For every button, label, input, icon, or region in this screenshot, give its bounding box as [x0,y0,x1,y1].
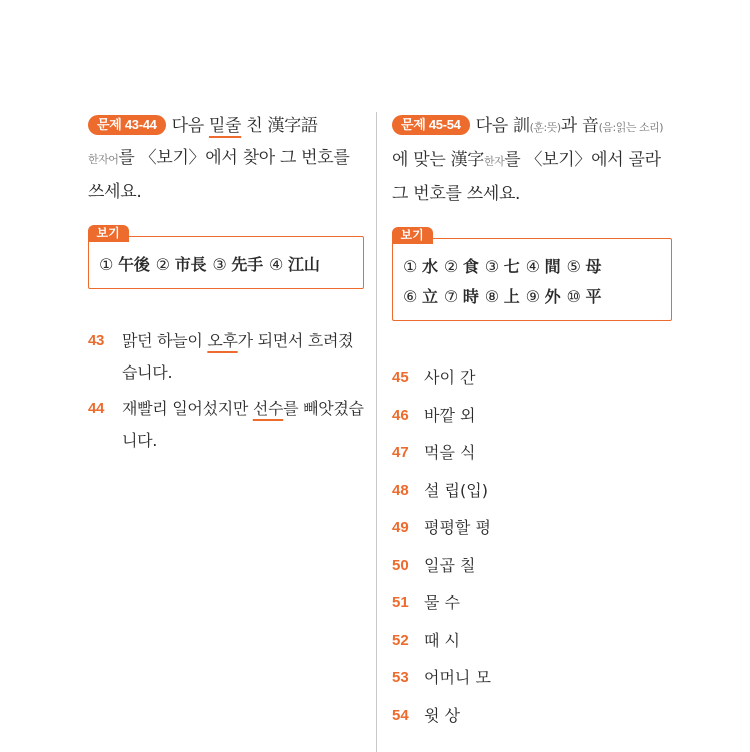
question-text: 어머니 모 [424,668,491,687]
question-number: 52 [392,631,409,649]
option-number: ④ [268,255,284,274]
option-hanja: 江山 [288,255,320,274]
question-50 [392,555,672,593]
option: ⑤ 母 [566,257,602,276]
instruction-text: 를 〈보기〉에서 찾아 그 번호를 쓰세요. [88,148,350,202]
option-hanja: 七 [503,257,520,276]
question-text: 평평할 평 [424,518,491,537]
question-text: 윗 상 [424,705,460,725]
option-hanja: 間 [544,257,561,276]
question-52 [392,630,672,668]
instruction-45-54 [392,110,672,210]
instruction-text: 과 [560,116,582,136]
question-list [88,325,364,457]
question-number: 53 [392,669,409,686]
option-hanja: 外 [544,287,561,306]
option-hanja: 水 [422,257,438,276]
instruction-reading: 한자 [483,155,505,168]
question-number: 54 [392,706,409,724]
question-number: 47 [392,444,409,461]
instruction-text: 다음 [475,116,513,136]
option: ⑥ 立 [403,287,438,306]
question-46 [392,405,672,443]
question-text: 바깥 외 [424,405,476,425]
option-hanja: 時 [462,287,479,306]
question-number: 50 [392,556,409,574]
option: ⑧ 上 [484,287,520,306]
question-48 [392,480,672,518]
option: ④ 間 [525,257,561,276]
question-49 [392,517,672,555]
option-row [403,252,663,282]
question-45 [392,367,672,405]
option: ⑨ 外 [525,287,561,306]
question-number: 48 [392,481,409,499]
question-number: 45 [392,369,409,386]
option-hanja: 平 [585,287,602,306]
option: ② 食 [443,257,479,276]
instruction-hanja: 漢字語 [267,116,318,136]
problem-badge: 문제 45-54 [392,115,470,135]
instruction-reading: 한자어 [88,153,119,166]
option-hanja: 上 [503,287,520,306]
option-hanja: 午後 [118,255,150,274]
option-hanja: 先手 [231,255,263,274]
question-text: 물 수 [424,593,460,612]
instruction-hanja: 音 [581,116,599,136]
option-hanja: 母 [585,257,602,276]
question-number: 51 [392,594,409,611]
example-box-label: 보기 [392,227,433,244]
instruction-text: 를 〈보기〉에서 골라 그 번호를 쓰세요. [392,150,661,204]
option [212,255,263,274]
instruction-reading: (음:읽는 소리) [598,121,664,134]
question-text: 재빨리 일어섰지만 선수를 빼앗겼습니다. [122,399,364,450]
question-54 [392,705,672,743]
instruction-43-44 [88,110,364,208]
question-text: 때 시 [424,630,460,650]
problem-badge: 문제 43-44 [88,115,166,135]
instruction-text: 친 [241,116,268,136]
question-51 [392,592,672,630]
instruction-underlined: 밑줄 [208,116,242,136]
option-row [99,250,355,280]
instruction-text: 다음 [171,116,209,136]
option: ⑩ 平 [566,287,602,306]
question-44 [88,393,364,457]
option [269,255,320,274]
option-hanja: 立 [422,287,438,306]
option: ① 水 [403,257,438,276]
example-box [88,226,364,289]
question-text: 설 립(입) [424,480,488,500]
question-43 [88,325,364,389]
instruction-text: 에 맞는 [392,150,451,170]
question-number: 46 [392,406,409,424]
question-53 [392,667,672,705]
question-text: 사이 간 [424,368,476,387]
right-column [392,110,672,742]
option [99,255,150,274]
question-list [392,367,672,742]
question-47 [392,442,672,480]
option: ③ 七 [484,257,520,276]
question-text: 먹을 식 [424,443,476,462]
example-box-label: 보기 [88,225,129,242]
question-text: 맑던 하늘이 오후가 되면서 흐려졌습니다. [122,331,354,382]
option-hanja: 食 [462,257,479,276]
instruction-hanja: 訓 [512,116,530,136]
left-column [88,110,364,457]
underlined-word: 선수 [252,399,284,418]
instruction-hanja: 漢字 [450,150,484,170]
instruction-reading: (훈:뜻) [529,121,561,134]
option-row [403,282,663,312]
column-divider [376,112,377,752]
option-number: ① [99,255,114,274]
underlined-word: 오후 [207,331,238,350]
option-hanja: 市長 [174,255,207,274]
question-number: 43 [88,332,105,349]
example-box [392,228,672,321]
question-number: 44 [88,400,105,417]
option [156,255,207,274]
question-number: 49 [392,519,409,536]
question-text: 일곱 칠 [424,555,476,575]
option-number: ② [155,255,170,274]
option: ⑦ 時 [443,287,479,306]
option-number: ③ [212,255,227,274]
